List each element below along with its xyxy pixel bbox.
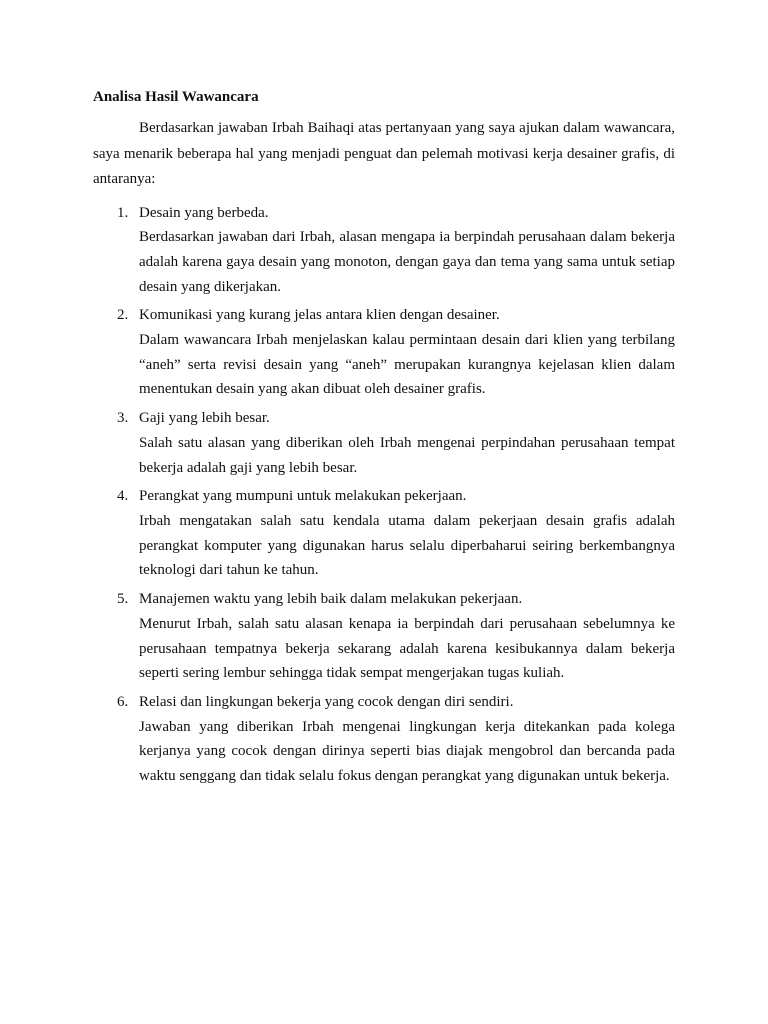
list-item-body: Dalam wawancara Irbah menjelaskan kalau permintaan desain dari klien yang terbilang “aneh” serta revisi desain yang “aneh” merupakan kurangnya kejelasan klien dalam menentukan desain yang akan dibuat oleh desainer grafis. <box>139 331 675 398</box>
document-title: Analisa Hasil Wawancara <box>93 89 259 105</box>
list-item <box>93 587 675 686</box>
list-item <box>93 690 675 789</box>
list-item-heading: Relasi dan lingkungan bekerja yang cocok dengan diri sendiri. <box>139 694 514 711</box>
list-item-number: 5. <box>117 591 129 608</box>
list-item-body: Berdasarkan jawaban dari Irbah, alasan mengapa ia berpindah perusahaan dalam bekerja adalah karena gaya desain yang monoton, dengan gaya dan tema yang sama untuk setiap desain yang dikerjakan. <box>139 229 675 295</box>
list-item-body: Irbah mengatakan salah satu kendala utama dalam pekerjaan desain grafis adalah perangkat komputer yang digunakan harus selalu diperbaharui seiring berkembangnya teknologi dari tahun ke tahun. <box>139 512 675 579</box>
list-item-heading: Manajemen waktu yang lebih baik dalam melakukan pekerjaan. <box>139 591 523 608</box>
list-item-number: 4. <box>117 488 129 505</box>
points-list <box>93 201 675 790</box>
list-item-number: 2. <box>117 307 129 324</box>
list-item <box>93 303 675 402</box>
list-item-heading: Perangkat yang mumpuni untuk melakukan pekerjaan. <box>139 488 467 505</box>
list-item-body: Menurut Irbah, salah satu alasan kenapa ia berpindah dari perusahaan sebelumnya ke perusahaan tempatnya bekerja sekarang adalah karena kesibukannya dalam bekerja seperti sering lembur sehingga tidak sempat mengerjakan tugas kuliah. <box>139 615 675 682</box>
list-item-number: 3. <box>117 410 129 427</box>
list-item <box>93 201 675 300</box>
document-page <box>93 86 675 793</box>
list-item <box>93 484 675 583</box>
list-item-number: 6. <box>117 694 129 711</box>
list-item <box>93 406 675 480</box>
list-item-heading: Desain yang berbeda. <box>139 204 269 221</box>
intro-paragraph: Berdasarkan jawaban Irbah Baihaqi atas pertanyaan yang saya ajukan dalam wawancara, saya menarik beberapa hal yang menjadi penguat dan pelemah motivasi kerja desainer grafis, di antaranya: <box>93 120 675 187</box>
list-item-body: Salah satu alasan yang diberikan oleh Irbah mengenai perpindahan perusahaan tempat bekerja adalah gaji yang lebih besar. <box>139 434 675 476</box>
list-item-number: 1. <box>117 204 129 221</box>
list-item-heading: Gaji yang lebih besar. <box>139 410 270 427</box>
list-item-body: Jawaban yang diberikan Irbah mengenai lingkungan kerja ditekankan pada kolega kerjanya yang cocok dengan dirinya seperti bias diajak mengobrol dan bercanda pada waktu senggang dan tidak selalu fokus dengan perangkat yang digunakan untuk bekerja. <box>139 718 675 785</box>
list-item-heading: Komunikasi yang kurang jelas antara klien dengan desainer. <box>139 307 500 324</box>
